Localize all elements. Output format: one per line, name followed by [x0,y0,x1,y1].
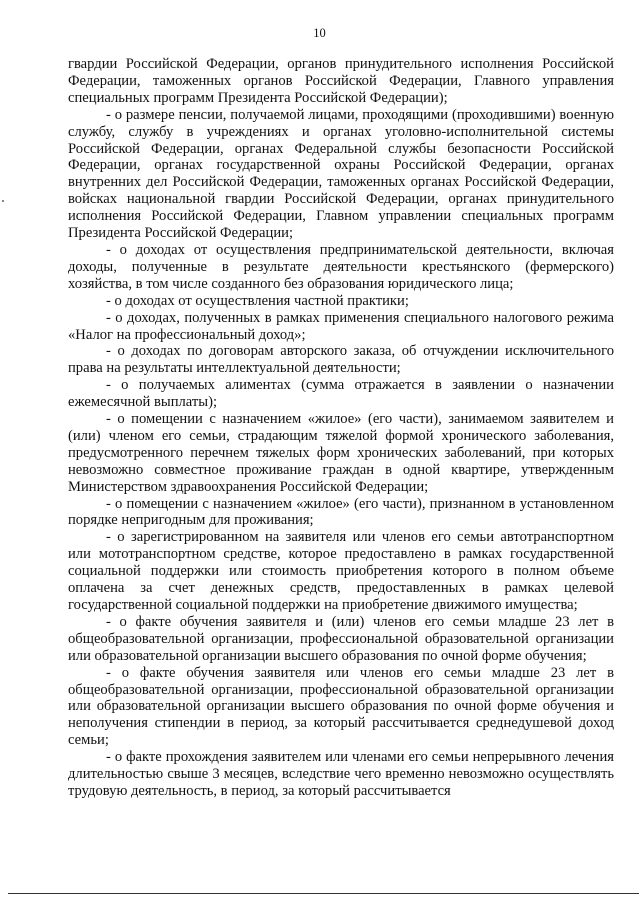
document-body [68,56,614,800]
page-bottom-edge [8,893,639,894]
list-item: - о размере пенсии, получаемой лицами, проходящими (проходившими) военную службу, службу в учреждениях и органах уголовно-исполнительной системы Российской Федерации, органах Федеральной службы безопасности Российской Федерации, органах государственной охраны Российской Федерации, органах внутренних дел Российской Федерации, таможенных органах Российской Федерации, войсках национальной гвардии Российской Федерации, органах принудительного исполнения Российской Федерации, Главном управлении специальных программ Президента Российской Федерации; [68,106,614,242]
paragraph-continuation: гвардии Российской Федерации, органов принудительного исполнения Российской Федерации, таможенных органов Российской Федерации, Главного управления специальных программ Президента Российской Федерации); [68,56,614,106]
list-item: - о помещении с назначением «жилое» (его части), занимаемом заявителем и (или) членом его семьи, страдающим тяжелой формой хронического заболевания, предусмотренного перечнем тяжелых форм хронических заболеваний, при которых невозможно совместное проживание граждан в одной квартире, утвержденным Министерством здравоохранения Российской Федерации; [68,411,614,495]
list-item: - о доходах от осуществления частной практики; [106,292,409,309]
list-item: - о доходах, полученных в рамках применения специального налогового режима «Налог на профессиональный доход»; [68,309,614,343]
list-item: - о доходах по договорам авторского заказа, об отчуждении исключительного права на результаты интеллектуальной деятельности; [68,343,614,377]
list-item: - о факте обучения заявителя или членов его семьи младше 23 лет в общеобразовательной организации, профессиональной образовательной организации или образовательной организации высшего образования по очной форме обучения и неполучения стипендии в период, за который рассчитывается среднедушевой доход семьи; [68,664,614,749]
page-number: 10 [313,26,326,40]
list-item: - о факте прохождения заявителем или членами его семьи непрерывного лечения длительностью свыше 3 месяцев, вследствие чего временно невозможно осуществлять трудовую деятельность, в период, за который рассчитывается [68,749,614,799]
list-item: - о факте обучения заявителя и (или) членов его семьи младше 23 лет в общеобразовательной организации, профессиональной образовательной организации или образовательной организации высшего образования по очной форме обучения; [68,613,614,664]
list-item: - о доходах от осуществления предпринимательской деятельности, включая доходы, полученные в результате деятельности крестьянского (фермерского) хозяйства, в том числе созданного без образования юридического лица; [68,241,614,292]
list-item: - о зарегистрированном на заявителя или членов его семьи автотранспортном или мототранспортном средстве, которое предоставлено в рамках государственной социальной поддержки или стоимость приобретения которого в полном объеме оплачена за счет денежных средств, предоставленных в рамках целевой государственной социальной поддержки на приобретение движимого имущества; [68,529,614,613]
list-item: - о помещении с назначением «жилое» (его части), признанном в установленном порядке непригодным для проживания; [68,495,614,529]
scan-speck [2,200,4,202]
list-item: - о получаемых алиментах (сумма отражается в заявлении о назначении ежемесячной выплаты); [68,377,614,411]
